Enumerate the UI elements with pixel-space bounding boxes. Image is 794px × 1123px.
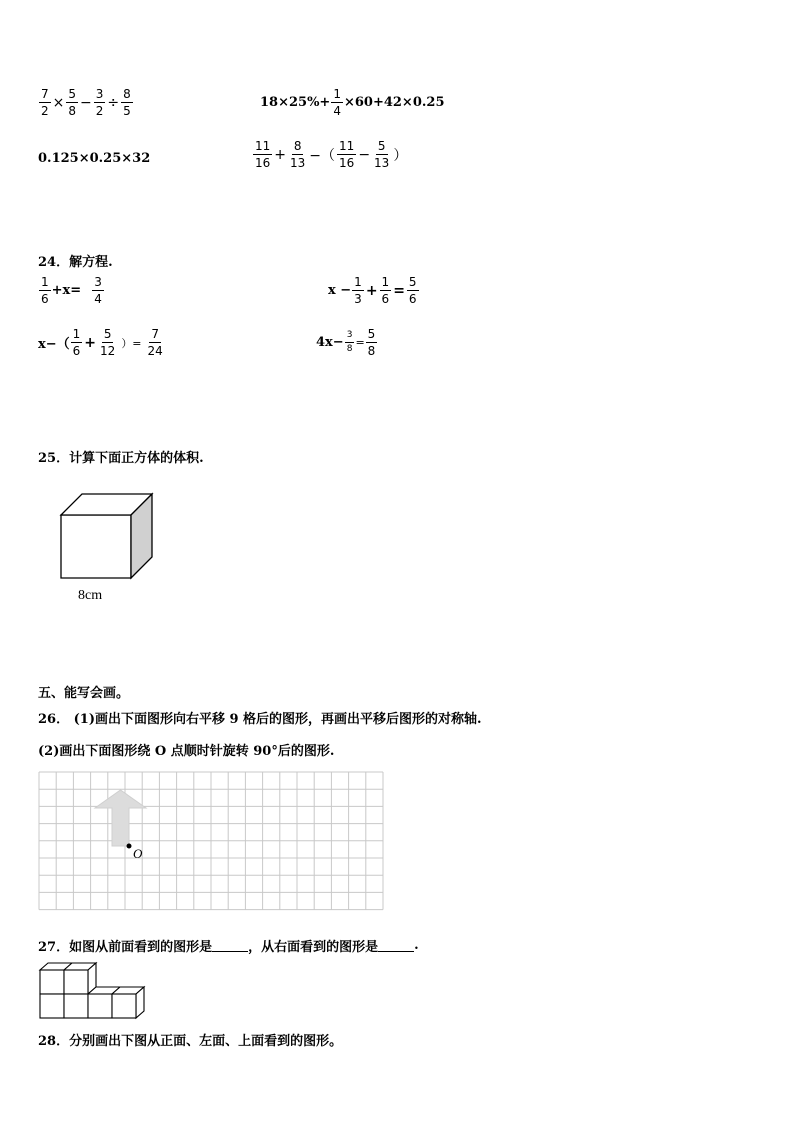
answer-blank-right[interactable] (378, 939, 414, 952)
fraction: $\frac{1}{6}$ (41, 275, 49, 306)
question-28-title: 28．分别画出下图从正面、左面、上面看到的图形。 (38, 1034, 343, 1049)
cube-front (64, 994, 88, 1018)
question-26-line-2: (2)画出下面图形绕 O 点顺时针旋转 90°后的图形. (38, 744, 335, 759)
equation-4: 4x− $\frac{3}{8}$ = $\frac{5}{8}$ (316, 327, 376, 358)
cube-figure (55, 488, 165, 588)
section-5-title: 五、能写会画。 (38, 686, 130, 701)
fraction: $\frac{5}{13}$ (374, 139, 390, 170)
fraction: $\frac{8}{13}$ (290, 139, 306, 170)
question-27-text: 27．如图从前面看到的图形是 ，从右面看到的图形是 . (38, 938, 419, 955)
cube-stack-figure (38, 960, 150, 1022)
calc-expr-2: 18×25%+ $\frac{1}{4}$ ×60+42×0.25 (260, 87, 445, 118)
answer-blank-front[interactable] (212, 939, 248, 952)
calc-expr-3: 0.125×0.25×32 (38, 151, 151, 166)
fraction: $\frac{5}{8}$ (367, 327, 376, 358)
fraction: $\frac{1}{6}$ (381, 275, 390, 306)
fraction: $\frac{5}{12}$ (100, 327, 116, 358)
question-26-line-1: 26． (1)画出下面图形向右平移 9 格后的图形，再画出平移后图形的对称轴. (38, 712, 482, 727)
rotation-point (127, 844, 132, 849)
fraction: $\frac{1}{3}$ (354, 275, 362, 306)
fraction: $\frac{8}{5}$ (123, 87, 131, 118)
equation-1: $\frac{1}{6}$ +x= $\frac{3}{4}$ (41, 275, 102, 306)
fraction: $\frac{1}{4}$ (333, 87, 341, 118)
question-25-title: 25．计算下面正方体的体积. (38, 451, 204, 466)
fraction: $\frac{5}{8}$ (68, 87, 77, 118)
cube-front (112, 994, 136, 1018)
fraction: $\frac{5}{6}$ (408, 275, 417, 306)
calc-expr-4: $\frac{11}{16}$ + $\frac{8}{13}$ −（ $\frac{11}{16}$ − $\frac{5}{13}$ ） (255, 139, 408, 170)
cube-front (40, 970, 64, 994)
grid-figure (38, 771, 388, 919)
fraction: $\frac{11}{16}$ (255, 139, 271, 170)
fraction: $\frac{7}{24}$ (147, 327, 163, 358)
point-o-label: O (133, 846, 143, 861)
equation-2: x − $\frac{1}{3}$ + $\frac{1}{6}$ = $\frac{5}{6}$ (328, 275, 417, 306)
arrow-shape (95, 790, 146, 846)
cube-front (64, 970, 88, 994)
fraction: $\frac{3}{2}$ (95, 87, 104, 118)
fraction: $\frac{1}{6}$ (72, 327, 81, 358)
cube-edge-label: 8cm (78, 588, 103, 603)
grid-lines (39, 772, 383, 910)
cube-front-face (61, 515, 131, 578)
cube-front (40, 994, 64, 1018)
question-24-title: 24．解方程. (38, 255, 113, 270)
fraction: $\frac{11}{16}$ (339, 139, 355, 170)
fraction: $\frac{3}{8}$ (346, 330, 353, 354)
fraction: $\frac{3}{4}$ (94, 275, 102, 306)
cube-front (88, 994, 112, 1018)
equation-3: x−（ $\frac{1}{6}$ + $\frac{5}{12}$ ）= $\frac{7}{24}$ (38, 327, 163, 358)
calc-expr-1: $\frac{7}{2}$ × $\frac{5}{8}$ − $\frac{3}{2}$ ÷ $\frac{8}{5}$ (41, 87, 131, 118)
fraction: $\frac{7}{2}$ (41, 87, 49, 118)
